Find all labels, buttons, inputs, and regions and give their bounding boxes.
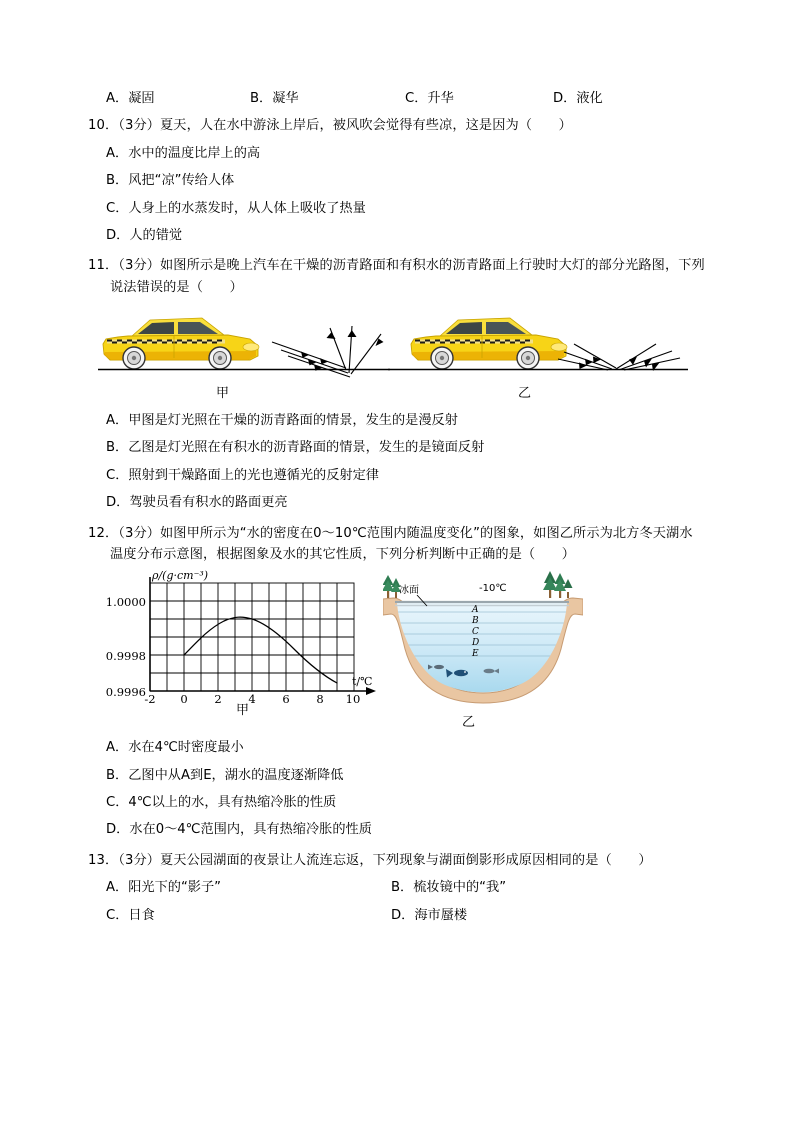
figure-dry-road-panel (98, 306, 390, 384)
figure-11-caption-right: 乙 (518, 386, 532, 401)
question-12-stem-line-2 (88, 544, 708, 565)
wheel-rear-right (431, 347, 453, 369)
question-12-option-a[interactable]: A．水在4℃时密度最小 (106, 740, 244, 756)
figure-wet-road-panel (388, 306, 688, 384)
question-12-stem-line-1: 12．（3分）如图甲所示为“水的密度在0～10℃范围内随温度变化”的图象，如图乙所示为北方冬天湖水 (88, 525, 693, 541)
q9-option-d[interactable]: D．液化 (553, 91, 603, 106)
page-content (88, 88, 708, 926)
q9-option-b[interactable]: B．凝华 (250, 91, 299, 106)
question-13-option-d[interactable]: D．海市蜃楼 (391, 907, 468, 923)
chart-x-tick-6: 6 (282, 692, 290, 707)
question-11-option-b[interactable]: B．乙图是灯光照在有积水的沥青路面的情景，发生的是镜面反射 (106, 440, 485, 456)
wheel-front-right (517, 347, 539, 369)
figure-12-caption-left: 甲 (236, 703, 250, 719)
question-13-stem: 13．（3分）夏天公园湖面的夜景让人流连忘返，下列现象与湖面倒影形成原因相同的是（ ） (88, 852, 652, 868)
question-10-option-b[interactable]: B．风把“凉”传给人体 (106, 173, 235, 189)
taxi-checker-stripe (415, 340, 533, 344)
chart-x-tick-8: 8 (316, 692, 324, 707)
light-ray-diagram-specular (558, 344, 680, 371)
figure-11-caption-left: 甲 (216, 386, 230, 401)
question-12-figure (88, 571, 708, 733)
question-11-option-c[interactable]: C．照射到干燥路面上的光也遵循光的反射定律 (106, 467, 379, 483)
chart-x-axis-label: t/℃ (352, 675, 373, 689)
question-11-figure (88, 306, 708, 404)
wheel-rear-left (123, 347, 145, 369)
question-11-option-d[interactable]: D．驾驶员看有积水的路面更亮 (106, 495, 288, 511)
chart-y-tick-0-9996: 0.9996 (105, 685, 146, 700)
chart-y-tick-1-0000: 1.0000 (105, 595, 146, 610)
question-11-stem-line-1: 11．（3分）如图所示是晚上汽车在干燥的沥青路面和有积水的沥青路面上行驶时大灯的部分光路图，下列 (88, 258, 705, 274)
ice-surface-label: 冰面 (399, 585, 419, 597)
question-11-stem-line-2 (88, 277, 708, 298)
x-axis-arrow (366, 687, 376, 695)
q9-option-c[interactable]: C．升华 (405, 91, 454, 106)
chart-y-axis-label: ρ/(g·cm⁻³) (152, 569, 209, 583)
question-13-options-row-1 (88, 877, 708, 898)
question-13-option-a[interactable]: A．阳光下的“影子” (106, 880, 221, 896)
question-11-option-a[interactable]: A．甲图是灯光照在干燥的沥青路面的情景，发生的是漫反射 (106, 413, 458, 428)
question-9-options-row (88, 88, 708, 109)
chart-x-tick-4: 4 (248, 692, 256, 707)
car-illustration-left (103, 318, 259, 369)
depth-label-b: B (472, 616, 479, 627)
question-10-stem: 10．（3分）夏天，人在水中游泳上岸后，被风吹会觉得有些凉，这是因为（ ） (88, 118, 572, 134)
q9-option-a[interactable]: A．凝固 (106, 91, 155, 106)
depth-label-c: C (472, 627, 479, 638)
question-13-options-row-2 (88, 905, 708, 926)
taxi-checker-stripe (107, 340, 225, 344)
figure-12-caption-right: 乙 (462, 715, 476, 731)
question-10-option-a[interactable]: A．水中的温度比岸上的高 (106, 145, 261, 161)
question-12-option-c[interactable]: C．4℃以上的水，具有热缩冷胀的性质 (106, 795, 337, 810)
wheel-front-left (209, 347, 231, 369)
depth-label-d: D (472, 638, 480, 649)
air-temperature-label: -10℃ (479, 583, 507, 595)
chart-x-tick-10: 10 (345, 692, 361, 707)
question-11-stem-line-2-text: 说法错误的是（ ） (110, 279, 243, 295)
chart-x-tick--2: -2 (144, 692, 156, 707)
question-12-stem-line-2-text: 温度分布示意图，根据图象及水的其它性质，下列分析判断中正确的是（ ） (110, 546, 576, 562)
chart-x-tick-0: 0 (180, 692, 188, 707)
chart-y-tick-0-9998: 0.9998 (105, 649, 146, 664)
question-13-option-c[interactable]: C．日食 (106, 907, 155, 923)
depth-label-a: A (472, 605, 479, 616)
question-10-option-c[interactable]: C．人身上的水蒸发时，从人体上吸收了热量 (106, 200, 366, 216)
depth-label-e: E (472, 649, 479, 660)
question-10-option-d[interactable]: D．人的错觉 (106, 227, 183, 243)
tree-group-right (543, 571, 573, 598)
car-illustration-right (411, 318, 567, 369)
question-12-option-d[interactable]: D．水在0～4℃范围内，具有热缩冷胀的性质 (106, 822, 372, 838)
chart-x-tick-2: 2 (214, 692, 222, 707)
question-13-option-b[interactable]: B．梳妆镜中的“我” (391, 880, 507, 896)
lake-cross-section-figure (383, 569, 583, 729)
question-12-option-b[interactable]: B．乙图中从A到E，湖水的温度逐渐降低 (106, 767, 344, 783)
